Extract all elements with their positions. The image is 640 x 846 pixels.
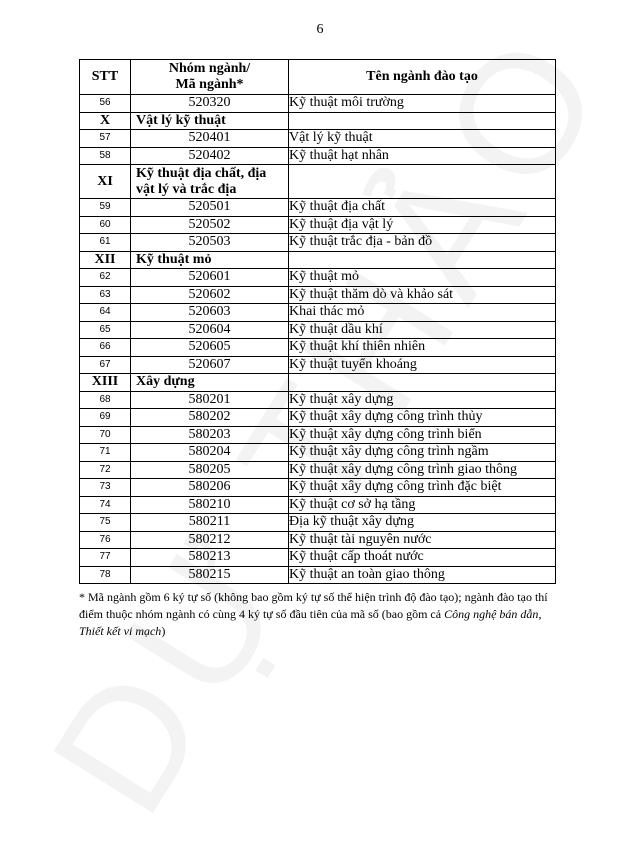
table-row [80,269,556,287]
table-row [80,514,556,532]
row-stt: 59 [80,199,131,217]
table-row [80,566,556,584]
group-number: XI [80,165,131,199]
row-stt: 63 [80,286,131,304]
group-number: XII [80,251,131,269]
table-header-row [80,60,556,95]
row-name: Vật lý kỹ thuật [289,130,556,148]
row-name: Kỹ thuật môi trường [289,95,556,113]
row-name: Kỹ thuật cơ sở hạ tầng [289,496,556,514]
row-code: 580212 [131,531,289,549]
table-row [80,286,556,304]
header-group-code [131,60,289,95]
group-row [80,112,556,130]
footnote-text: * Mã ngành gồm 6 ký tự số (không bao gồm ký tự số thể hiện trình độ đào tạo); ngành đào tạo thí điểm thuộc nhóm ngành có cùng 4 ký tự số đầu tiên của mã số (bao gồm cả [79,590,548,621]
row-stt: 56 [80,95,131,113]
row-stt: 61 [80,234,131,252]
row-name: Kỹ thuật xây dựng công trình ngầm [289,444,556,462]
table-row [80,234,556,252]
table-row [80,461,556,479]
row-name: Kỹ thuật khí thiên nhiên [289,339,556,357]
row-code: 580210 [131,496,289,514]
row-name: Địa kỹ thuật xây dựng [289,514,556,532]
group-name [131,165,289,199]
row-name: Kỹ thuật hạt nhân [289,147,556,165]
row-code: 520602 [131,286,289,304]
row-stt: 62 [80,269,131,287]
group-empty-cell [289,374,556,392]
row-name: Kỹ thuật thăm dò và khảo sát [289,286,556,304]
row-code: 580215 [131,566,289,584]
row-name: Kỹ thuật tuyển khoáng [289,356,556,374]
group-row [80,374,556,392]
row-stt: 74 [80,496,131,514]
row-stt: 58 [80,147,131,165]
header-major-name: Tên ngành đào tạo [289,60,556,95]
header-stt: STT [80,60,131,95]
row-name: Kỹ thuật xây dựng công trình thủy [289,409,556,427]
row-code: 520401 [131,130,289,148]
group-name: Kỹ thuật mỏ [131,251,289,269]
footnote-italic-semiconductor: Công nghệ bán dẫn [444,607,539,621]
group-row [80,251,556,269]
table-row [80,216,556,234]
row-code: 580204 [131,444,289,462]
row-code: 580201 [131,391,289,409]
row-stt: 75 [80,514,131,532]
row-name: Kỹ thuật xây dựng [289,391,556,409]
table-row [80,356,556,374]
table-row [80,199,556,217]
row-name: Kỹ thuật cấp thoát nước [289,549,556,567]
row-code: 520503 [131,234,289,252]
group-number: X [80,112,131,130]
row-name: Khai thác mỏ [289,304,556,322]
row-code: 520603 [131,304,289,322]
footnote-separator: , [538,607,542,621]
row-stt: 69 [80,409,131,427]
table-row [80,304,556,322]
table-row [80,147,556,165]
row-name: Kỹ thuật xây dựng công trình biển [289,426,556,444]
group-empty-cell [289,251,556,269]
table-row [80,426,556,444]
row-name: Kỹ thuật trắc địa - bản đồ [289,234,556,252]
row-code: 580206 [131,479,289,497]
group-row [80,165,556,199]
footnote-italic-chip-design: Thiết kết vi mạch [79,624,162,638]
row-code: 520502 [131,216,289,234]
row-stt: 64 [80,304,131,322]
row-code: 580205 [131,461,289,479]
table-row [80,496,556,514]
group-name: Xây dựng [131,374,289,392]
group-name: Vật lý kỹ thuật [131,112,289,130]
row-stt: 68 [80,391,131,409]
row-stt: 66 [80,339,131,357]
row-code: 520320 [131,95,289,113]
row-stt: 70 [80,426,131,444]
row-code: 520402 [131,147,289,165]
row-name: Kỹ thuật an toàn giao thông [289,566,556,584]
row-code: 520501 [131,199,289,217]
header-group-line1: Nhóm ngành/ [168,61,251,76]
table-row [80,479,556,497]
row-name: Kỹ thuật tài nguyên nước [289,531,556,549]
row-name: Kỹ thuật dầu khí [289,321,556,339]
table-row [80,444,556,462]
training-major-table [79,59,556,584]
row-name: Kỹ thuật xây dựng công trình giao thông [289,461,556,479]
table-row [80,409,556,427]
row-stt: 72 [80,461,131,479]
row-stt: 78 [80,566,131,584]
row-code: 580203 [131,426,289,444]
table-row [80,95,556,113]
table-row [80,321,556,339]
group-name-line1: Kỹ thuật địa chất, địa [136,165,267,181]
row-stt: 57 [80,130,131,148]
group-empty-cell [289,112,556,130]
group-number: XIII [80,374,131,392]
row-code: 520605 [131,339,289,357]
header-group-line2: Mã ngành* [175,77,244,92]
row-stt: 73 [80,479,131,497]
table-row [80,130,556,148]
row-code: 520601 [131,269,289,287]
row-code: 580211 [131,514,289,532]
row-code: 580213 [131,549,289,567]
row-code: 520604 [131,321,289,339]
row-code: 520607 [131,356,289,374]
row-stt: 76 [80,531,131,549]
row-name: Kỹ thuật địa chất [289,199,556,217]
table-row [80,549,556,567]
row-name: Kỹ thuật địa vật lý [289,216,556,234]
row-stt: 77 [80,549,131,567]
row-stt: 65 [80,321,131,339]
row-code: 580202 [131,409,289,427]
table-row [80,339,556,357]
row-name: Kỹ thuật xây dựng công trình đặc biệt [289,479,556,497]
footnote [79,589,563,640]
table-row [80,391,556,409]
group-name-line2: vật lý và trắc địa [136,181,237,197]
table-row [80,531,556,549]
row-stt: 67 [80,356,131,374]
row-stt: 60 [80,216,131,234]
page-number: 6 [316,22,324,37]
row-stt: 71 [80,444,131,462]
row-name: Kỹ thuật mỏ [289,269,556,287]
footnote-close: ) [161,624,166,638]
group-empty-cell [289,165,556,199]
